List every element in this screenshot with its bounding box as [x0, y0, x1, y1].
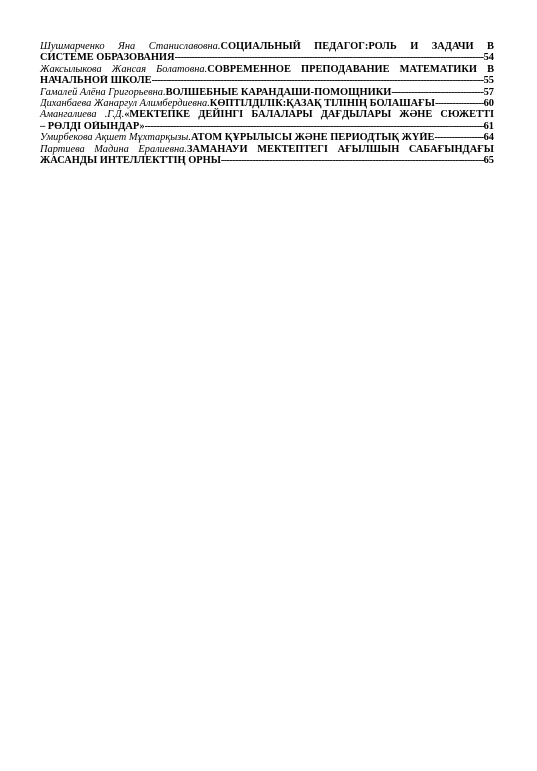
toc-title: СОВРЕМЕННОЕ ПРЕПОДАВАНИЕ МАТЕМАТИКИ В	[207, 63, 494, 75]
toc-page-number: 57	[483, 86, 494, 98]
toc-leader	[434, 132, 483, 143]
toc-leader	[435, 98, 484, 109]
toc-entry[interactable]	[40, 64, 494, 87]
toc-title: ВОЛШЕБНЫЕ КАРАНДАШИ-ПОМОЩНИКИ	[165, 86, 392, 98]
toc-entry[interactable]	[40, 144, 494, 167]
toc-entry[interactable]	[40, 87, 494, 98]
toc-page-number: 54	[483, 52, 494, 64]
toc-page-number: 64	[483, 132, 494, 144]
toc-leader	[391, 87, 483, 98]
toc-author: Гамалей Алёна Григорьевна.	[40, 86, 166, 98]
toc-author: Умирбекова Ақшет Мұхтарқызы.	[40, 132, 191, 144]
toc-title-continued: – РӨЛДІ ОЙЫНДАР»	[40, 120, 145, 132]
toc-page-number: 65	[483, 155, 494, 167]
toc-leader	[152, 75, 484, 86]
toc-author: Партиева Мадина Ералиевна.	[40, 143, 187, 155]
toc-page-number: 61	[483, 120, 494, 132]
toc-page-number: 60	[483, 98, 494, 110]
toc-leader	[221, 155, 484, 166]
toc-leader	[145, 121, 484, 132]
toc-title: КӨПТІЛДІЛІК:ҚАЗАҚ ТІЛІНІҢ БОЛАШАҒЫ	[209, 98, 435, 110]
toc-title: АТОМ ҚҰРЫЛЫСЫ ЖӘНЕ ПЕРИОДТЫҚ ЖҮЙЕ	[190, 132, 435, 144]
toc-entry[interactable]	[40, 132, 494, 143]
toc-entry[interactable]	[40, 98, 494, 109]
toc-title-continued: СИСТЕМЕ ОБРАЗОВАНИЯ	[40, 52, 175, 64]
toc-title-continued: ЖАСАНДЫ ИНТЕЛЛЕКТТІҢ ОРНЫ	[40, 155, 221, 167]
toc-author: Жаксылыкова Жансая Болатовна.	[40, 63, 208, 75]
toc-author: Амангалиева .Г.Д.	[40, 109, 125, 121]
toc-author: Диханбаева Жанаргул Алимбердиевна.	[40, 98, 210, 110]
toc-entry[interactable]	[40, 41, 494, 64]
toc-leader	[175, 52, 484, 63]
toc-title-continued: НАЧАЛЬНОЙ ШКОЛЕ	[40, 75, 152, 87]
table-of-contents	[40, 41, 494, 166]
toc-page-number: 55	[483, 75, 494, 87]
toc-author: Шушмарченко Яна Станиславовна.	[40, 41, 221, 52]
toc-title: «МЕКТЕПКЕ ДЕЙІНГІ БАЛАЛАРЫ ДАҒДЫЛАРЫ ЖӘНЕ СЮЖЕТТІ	[124, 109, 494, 121]
toc-entry[interactable]	[40, 109, 494, 132]
toc-title: ЗАМАНАУИ МЕКТЕПТЕГІ АҒЫЛШЫН САБАҒЫНДАҒЫ	[186, 143, 495, 155]
toc-title: СОЦИАЛЬНЫЙ ПЕДАГОГ:РОЛЬ И ЗАДАЧИ В	[220, 41, 494, 52]
